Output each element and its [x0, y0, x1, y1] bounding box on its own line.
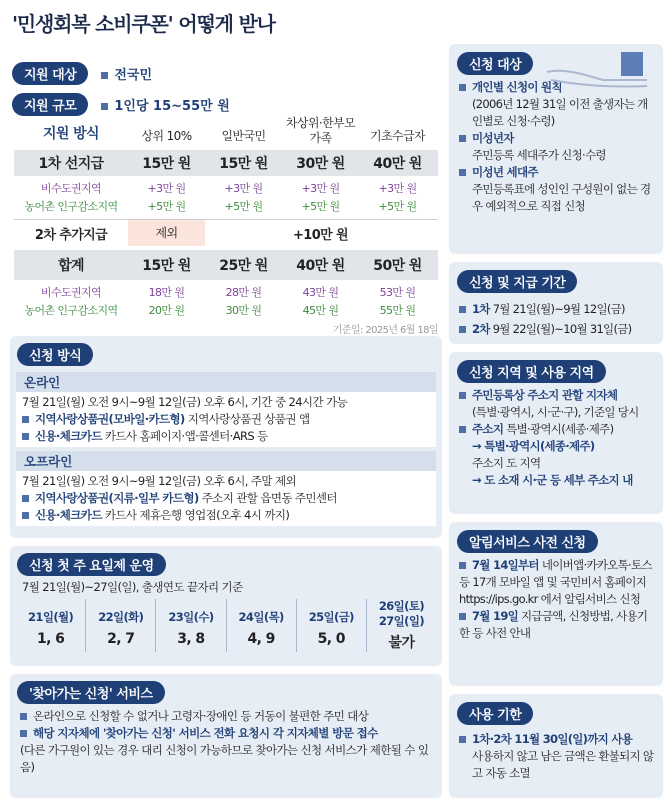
- scale-label: 지원 규모: [12, 93, 88, 116]
- first-week-label: 신청 첫 주 요일제 운영: [17, 553, 166, 576]
- expiry-h1: 1차·2차 11월 30일(일)까지 사용: [472, 732, 633, 746]
- offline-item1-strong: 지역사랑상품권(지류·일부 카드형): [35, 491, 199, 505]
- online-item1-rest: 지역사랑상품권 상품권 앱: [187, 412, 310, 426]
- expiry-t1: 사용하지 않고 남은 금액은 환불되지 않고 자동 소멸: [472, 749, 654, 780]
- day-column: [366, 599, 436, 652]
- region-arrow1: → 특별·광역시(세종·제주): [472, 439, 595, 453]
- table-cell: 15만 원: [142, 258, 191, 274]
- bullet-icon: [20, 713, 27, 720]
- total-sub-row-2: [14, 301, 438, 319]
- target-value: 전국민: [114, 68, 153, 83]
- offline-item2-rest: 카드사 제휴은행 영업점(오후 4시 까지): [104, 508, 290, 522]
- header-general: 일반국민: [221, 128, 266, 143]
- table-cell: 40만 원: [373, 156, 422, 172]
- table-cell: +5만 원: [378, 200, 417, 213]
- support-method-table: [14, 112, 438, 336]
- header-near-poverty: 차상위·한부모 가족: [285, 116, 356, 145]
- day-label: 24일(목): [238, 610, 284, 624]
- applicant-panel: [449, 44, 663, 254]
- day-label: 23일(수): [168, 610, 214, 624]
- table-cell: 45만 원: [302, 304, 339, 317]
- first-week-desc: 7월 21일(월)~27일(일), 출생연도 끝자리 기준: [22, 580, 243, 594]
- visiting-line1: 온라인으로 신청할 수 없거나 고령자·장애인 등 거동이 불편한 주민 대상: [33, 709, 369, 723]
- day-label: 21일(월): [28, 610, 74, 624]
- period-r2: 9월 22일(월)~10월 31일(금): [492, 322, 632, 336]
- table-cell: 18만 원: [148, 286, 185, 299]
- apply-method-label: 신청 방식: [17, 343, 93, 366]
- bullet-icon: [459, 736, 466, 743]
- period-panel: [449, 262, 663, 344]
- bullet-icon: [459, 169, 466, 176]
- target-row: [12, 62, 152, 85]
- online-label: 온라인: [16, 372, 436, 392]
- applicant-h1: 개인별 신청이 원칙: [472, 80, 562, 94]
- first-sub-row-1: [14, 179, 438, 197]
- bullet-icon: [459, 426, 466, 433]
- region-t3: 주소지 도 지역: [472, 456, 541, 470]
- day-digits: 5, 0: [317, 631, 345, 647]
- table-cell: 15만 원: [219, 156, 268, 172]
- table-cell: +3만 원: [224, 182, 263, 195]
- total-row: [14, 250, 438, 280]
- offline-item1-rest: 주소지 관할 읍면동 주민센터: [201, 491, 337, 505]
- day-column: [226, 599, 296, 652]
- bullet-icon: [459, 84, 466, 91]
- excluded-cell: 제외: [128, 220, 205, 246]
- header-basic: 기초수급자: [370, 128, 425, 143]
- day-digits: 4, 9: [247, 631, 275, 647]
- offline-item2-strong: 신용·체크카드: [35, 508, 102, 522]
- hand-coupon-icon: [543, 50, 653, 98]
- region-h2: 주소지: [472, 422, 504, 436]
- region-t2: 특별·광역시(세종·제주): [506, 422, 614, 436]
- day-label: 26일(토) 27일(일): [378, 599, 424, 628]
- visiting-line2: 해당 지자체에 '찾아가는 신청' 서비스 전화 요청시 각 지자체별 방문 접수: [33, 726, 378, 740]
- table-cell: 15만 원: [142, 156, 191, 172]
- applicant-label: 신청 대상: [457, 52, 533, 75]
- alarm-h1: 7월 14일부터: [472, 558, 539, 572]
- table-cell: +5만 원: [224, 200, 263, 213]
- table-cell: 30만 원: [296, 156, 345, 172]
- total-sub-row-1: [14, 283, 438, 301]
- table-header-row: [14, 112, 438, 150]
- bullet-icon: [101, 72, 108, 79]
- offline-box: [16, 451, 436, 526]
- second-label: 2차 추가지급: [34, 227, 108, 243]
- table-cell: +3만 원: [147, 182, 186, 195]
- offline-label: 오프라인: [16, 451, 436, 471]
- region-arrow2: → 도 소재 시·군 등 세부 주소지 내: [472, 473, 633, 487]
- sub-label: 비수도권지역: [40, 286, 102, 299]
- bullet-icon: [459, 306, 466, 313]
- table-cell: +3만 원: [301, 182, 340, 195]
- visiting-panel: [10, 674, 442, 798]
- period-r2-strong: 2차: [472, 322, 490, 336]
- header-method: 지원 방식: [43, 126, 99, 142]
- expiry-label: 사용 기한: [457, 702, 533, 725]
- second-payment-row: [14, 219, 438, 246]
- weekday-schedule: [16, 599, 436, 652]
- target-label: 지원 대상: [12, 62, 88, 85]
- online-period: 7월 21일(월) 오전 9시~9월 12일(금) 오후 6시, 기간 중 24시간 가능: [22, 395, 348, 409]
- header-top10: 상위 10%: [141, 128, 192, 143]
- alarm-t2: 지급금액, 신청방법, 사용기한 등 사전 안내: [459, 609, 648, 640]
- base-date: 기준일: 2025년 6월 18일: [332, 325, 438, 336]
- table-cell: 20만 원: [148, 304, 185, 317]
- alarm-panel: [449, 522, 663, 686]
- alarm-t1: 네이버앱·카카오톡·토스 등 17개 모바일 앱 및 국민비서 홈페이지 https://ips.go.kr 에서 알림서비스 신청: [459, 558, 652, 606]
- region-h1: 주민등록상 주소지 관할 지자체: [472, 388, 618, 402]
- day-label: 25일(금): [308, 610, 354, 624]
- total-label: 합계: [58, 258, 84, 274]
- table-cell: 30만 원: [225, 304, 262, 317]
- bullet-icon: [101, 103, 108, 110]
- bullet-icon: [459, 326, 466, 333]
- page-title: '민생회복 소비쿠폰' 어떻게 받나: [12, 12, 275, 36]
- period-label: 신청 및 지급 기간: [457, 270, 577, 293]
- period-r1: 7월 21일(월)~9월 12일(금): [492, 302, 625, 316]
- expiry-panel: [449, 694, 663, 798]
- day-digits: 3, 8: [177, 631, 205, 647]
- visiting-line3: (다른 가구원이 있는 경우 대리 신청이 가능하므로 찾아가는 신청 서비스가 제한될 수 있음): [20, 743, 429, 774]
- day-column: [16, 599, 85, 652]
- table-cell: +3만 원: [378, 182, 417, 195]
- bullet-icon: [459, 613, 466, 620]
- online-box: [16, 372, 436, 447]
- bullet-icon: [22, 433, 29, 440]
- table-cell: 43만 원: [302, 286, 339, 299]
- table-cell: 53만 원: [379, 286, 416, 299]
- online-item2-rest: 카드사 홈페이지·앱·콜센터·ARS 등: [104, 429, 268, 443]
- scale-value: 1인당 15~55만 원: [114, 99, 230, 114]
- bullet-icon: [22, 512, 29, 519]
- sub-label: 농어촌 인구감소지역: [24, 200, 118, 213]
- day-column: [296, 599, 366, 652]
- sub-label: 비수도권지역: [40, 182, 102, 195]
- day-label: 22일(화): [98, 610, 144, 624]
- bullet-icon: [459, 392, 466, 399]
- first-week-panel: [10, 546, 442, 666]
- table-cell: 50만 원: [373, 258, 422, 274]
- applicant-t3: 주민등록표에 성인인 구성원이 없는 경우 예외적으로 직접 신청: [472, 182, 651, 213]
- alarm-label: 알림서비스 사전 신청: [457, 530, 598, 553]
- day-digits: 1, 6: [36, 631, 65, 647]
- table-cell: 25만 원: [219, 258, 268, 274]
- apply-method-panel: [10, 336, 442, 538]
- day-digits: 2, 7: [107, 631, 135, 647]
- alarm-h2: 7월 19일: [472, 609, 519, 623]
- table-cell: +5만 원: [147, 200, 186, 213]
- day-digits: 불가: [388, 635, 415, 651]
- first-payment-row: [14, 150, 438, 176]
- applicant-t2: 주민등록 세대주가 신청·수령: [472, 148, 606, 162]
- bullet-icon: [459, 135, 466, 142]
- region-t1: (특별·광역시, 시·군·구), 기준일 당시: [472, 405, 639, 419]
- table-cell: +5만 원: [301, 200, 340, 213]
- bullet-icon: [22, 495, 29, 502]
- region-label: 신청 지역 및 사용 지역: [457, 360, 606, 383]
- table-cell: 28만 원: [225, 286, 262, 299]
- table-cell: 55만 원: [379, 304, 416, 317]
- applicant-h3: 미성년 세대주: [472, 165, 538, 179]
- bullet-icon: [20, 730, 27, 737]
- applicant-h2: 미성년자: [472, 131, 514, 145]
- bullet-icon: [459, 562, 466, 569]
- online-item1-strong: 지역사랑상품권(모바일·카드형): [35, 412, 185, 426]
- day-column: [85, 599, 155, 652]
- second-value: +10만 원: [292, 227, 349, 243]
- applicant-t1: (2006년 12월 31일 이전 출생자는 개인별로 신청·수령): [472, 97, 648, 128]
- bullet-icon: [22, 416, 29, 423]
- day-column: [155, 599, 225, 652]
- visiting-label: '찾아가는 신청' 서비스: [17, 681, 165, 704]
- period-r1-strong: 1차: [472, 302, 490, 316]
- online-item2-strong: 신용·체크카드: [35, 429, 102, 443]
- sub-label: 농어촌 인구감소지역: [24, 304, 118, 317]
- table-cell: 40만 원: [296, 258, 345, 274]
- first-label: 1차 선지급: [38, 156, 104, 172]
- first-sub-row-2: [14, 197, 438, 215]
- offline-period: 7월 21일(월) 오전 9시~9월 12일(금) 오후 6시, 주말 제외: [22, 474, 296, 488]
- region-panel: [449, 352, 663, 514]
